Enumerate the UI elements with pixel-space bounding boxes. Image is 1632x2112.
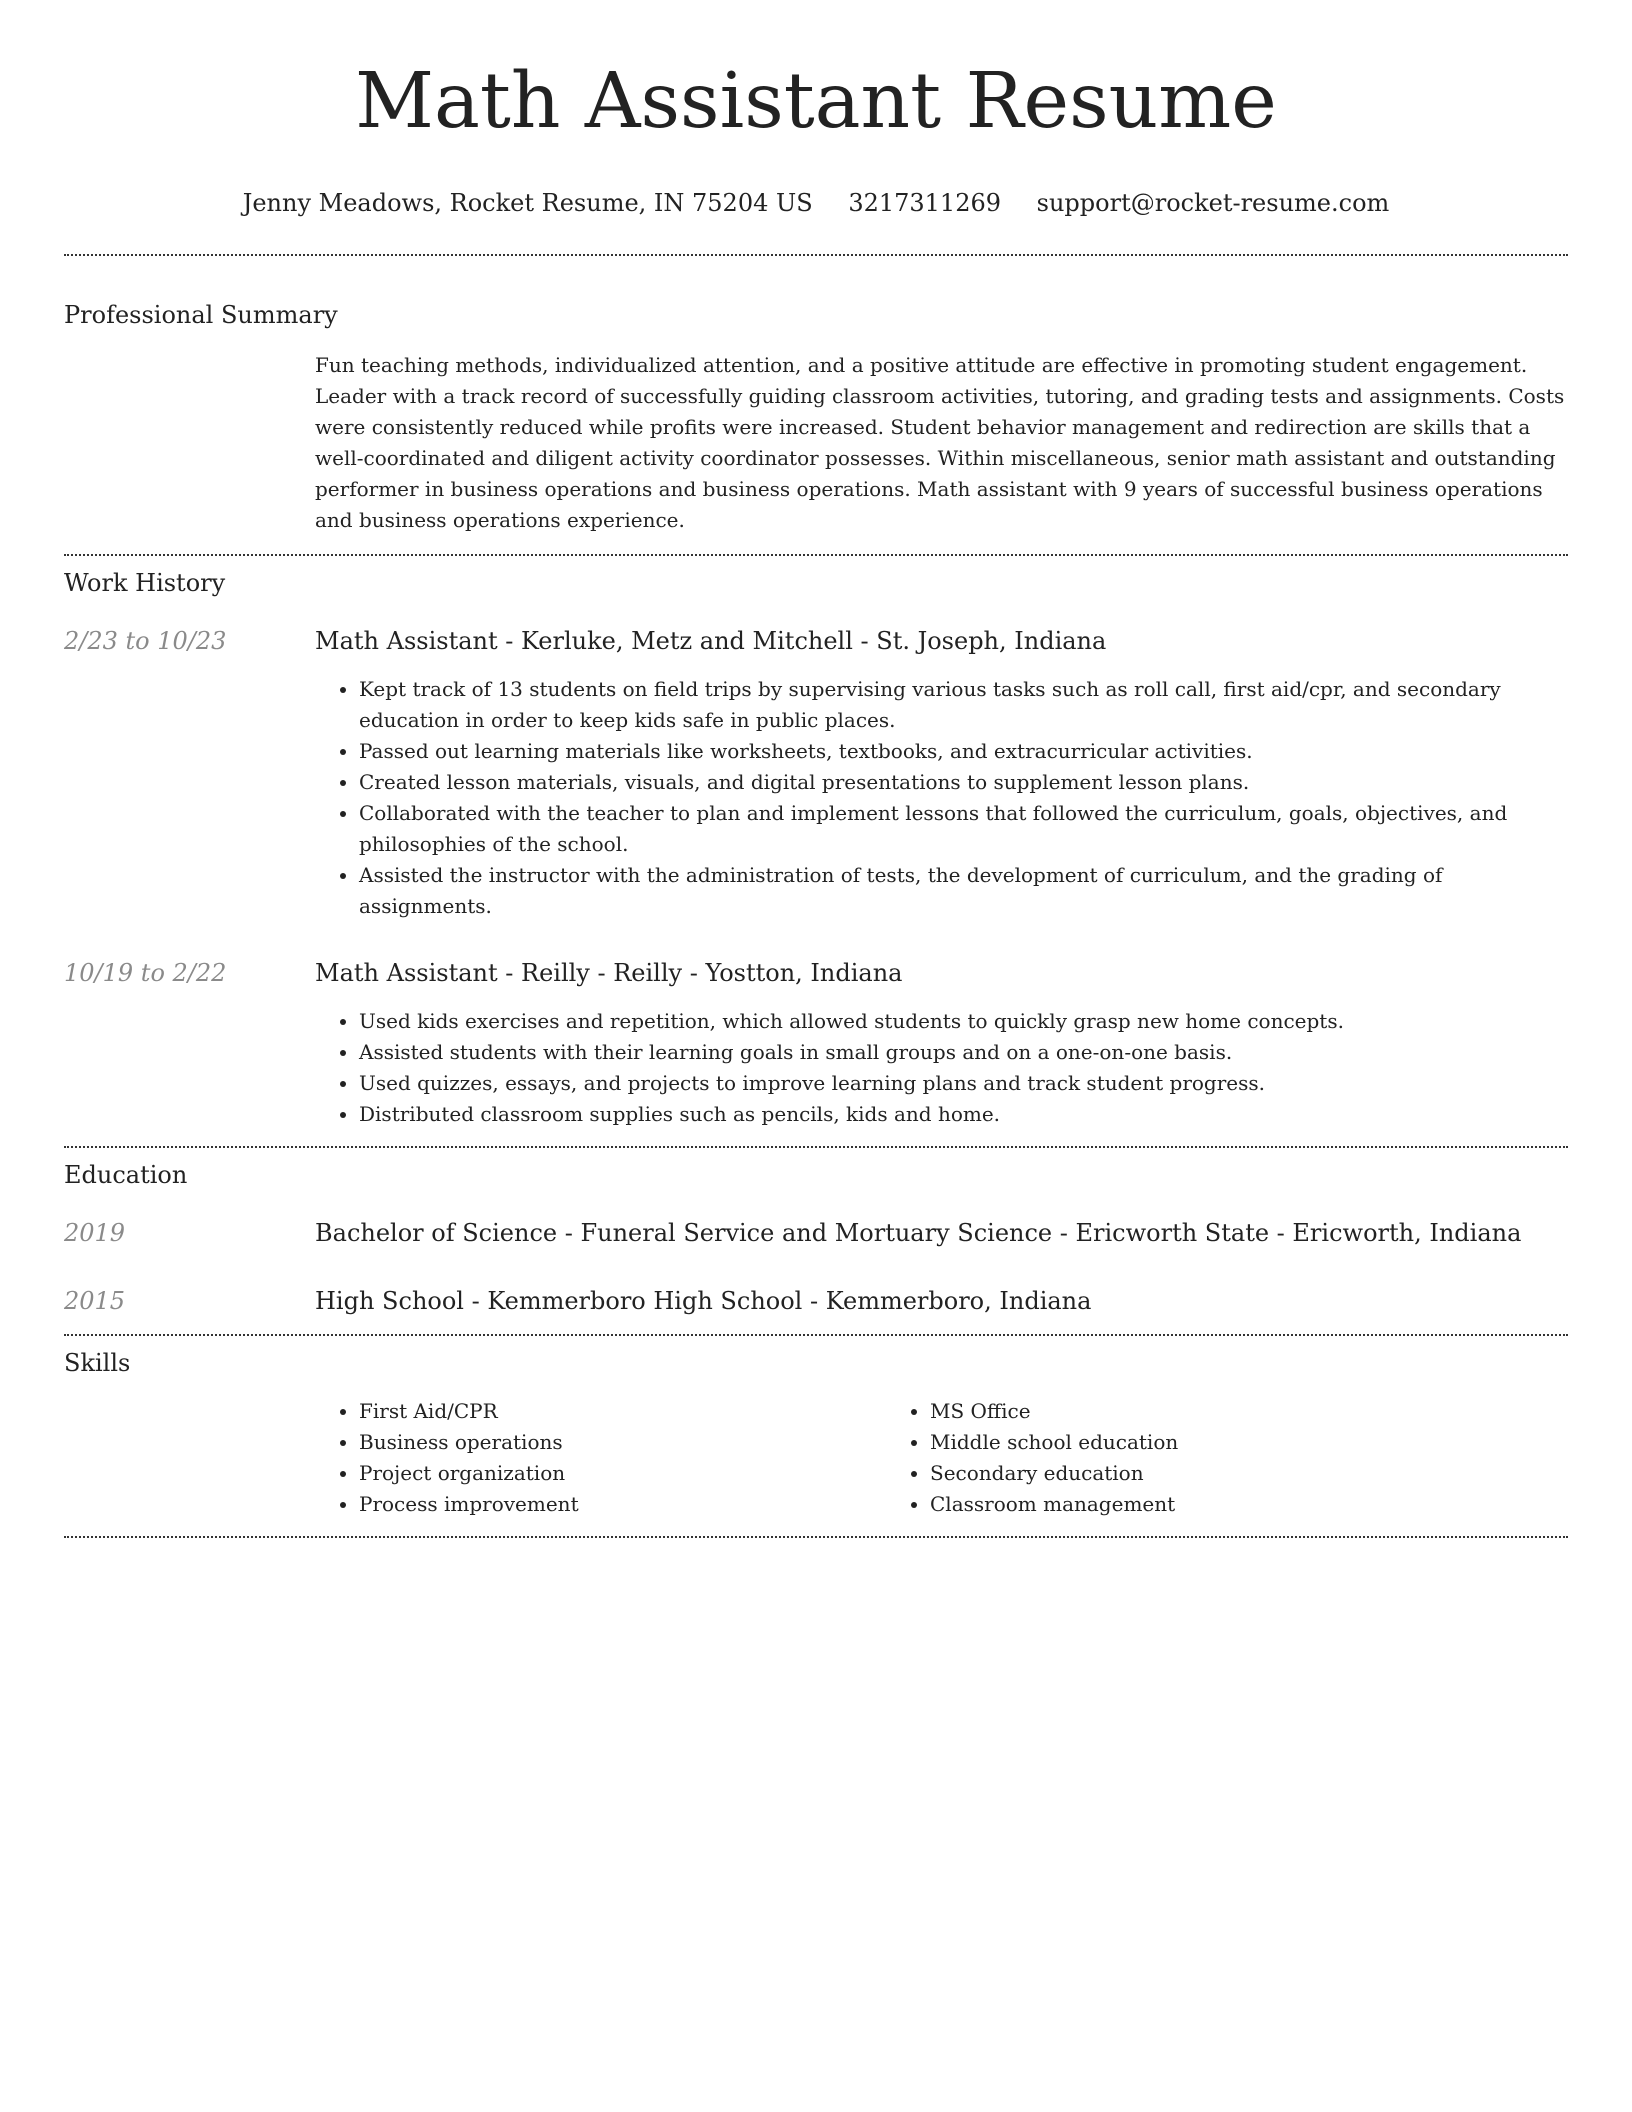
- skill-item: • First Aid/CPR: [359, 1396, 886, 1427]
- summary-text: Fun teaching methods, individualized attention, and a positive attitude are effective in promoting student engagement. Leader with a track record of successfully guiding classroom activities, tutoring, and grading tests and assignments. Costs were consistently reduced while profits were increased. Student behavior management and redirection are skills that a well-coordinated and diligent activity coordinator possesses. Within miscellaneous, senior math assistant and outstanding performer in business operations and business operations. Math assistant with 9 years of successful business operations and business operations experience.: [315, 353, 1565, 532]
- skill-item: • Secondary education: [930, 1458, 1457, 1489]
- job-entry: [64, 958, 1568, 1130]
- job-bullet: • Used quizzes, essays, and projects to improve learning plans and track student progress.: [359, 1068, 1568, 1099]
- job-bullets: [315, 674, 1568, 922]
- header-divider: [64, 254, 1568, 256]
- education-entry: [64, 1286, 1568, 1316]
- skills-section-title: Skills: [64, 1349, 131, 1377]
- job-heading: Math Assistant - Reilly - Reilly - Yostton, Indiana: [315, 959, 903, 987]
- job-bullet: • Passed out learning materials like worksheets, textbooks, and extracurricular activities.: [359, 736, 1568, 767]
- skills-column-2: [886, 1396, 1457, 1520]
- job-dates: 10/19 to 2/22: [64, 959, 227, 987]
- skill-item: • Process improvement: [359, 1489, 886, 1520]
- job-heading: Math Assistant - Kerluke, Metz and Mitchell - St. Joseph, Indiana: [315, 627, 1107, 655]
- education-year: 2019: [64, 1219, 126, 1247]
- job-bullet: • Used kids exercises and repetition, which allowed students to quickly grasp new home concepts.: [359, 1006, 1568, 1037]
- job-entry: [64, 626, 1568, 922]
- job-bullet: • Collaborated with the teacher to plan and implement lessons that followed the curriculum, goals, objectives, and philosophies of the school.: [359, 798, 1568, 860]
- summary-divider: [64, 554, 1568, 556]
- job-bullet: • Created lesson materials, visuals, and digital presentations to supplement lesson plans.: [359, 767, 1568, 798]
- job-bullet: • Distributed classroom supplies such as pencils, kids and home.: [359, 1099, 1568, 1130]
- skill-item: • MS Office: [930, 1396, 1457, 1427]
- skill-item: • Classroom management: [930, 1489, 1457, 1520]
- summary-section-title: Professional Summary: [64, 301, 338, 329]
- job-dates: 2/23 to 10/23: [64, 627, 227, 655]
- contact-address: Jenny Meadows, Rocket Resume, IN 75204 US: [242, 189, 813, 217]
- skills-list: [315, 1396, 1568, 1520]
- work-section-title: Work History: [64, 569, 226, 597]
- education-heading: High School - Kemmerboro High School - Kemmerboro, Indiana: [315, 1287, 1092, 1315]
- education-year: 2015: [64, 1287, 126, 1315]
- skills-column-1: [315, 1396, 886, 1520]
- job-bullet: • Kept track of 13 students on field trips by supervising various tasks such as roll call, first aid/cpr, and secondary education in order to keep kids safe in public places.: [359, 674, 1568, 736]
- job-bullet: • Assisted the instructor with the administration of tests, the development of curriculum, and the grading of assignments.: [359, 860, 1568, 922]
- education-section-title: Education: [64, 1161, 188, 1189]
- education-divider: [64, 1334, 1568, 1336]
- contact-phone: 3217311269: [848, 189, 1002, 217]
- contact-email: support@rocket-resume.com: [1036, 189, 1390, 217]
- skill-item: • Project organization: [359, 1458, 886, 1489]
- work-divider: [64, 1146, 1568, 1148]
- job-bullets: [315, 1006, 1568, 1130]
- skill-item: • Middle school education: [930, 1427, 1457, 1458]
- skills-divider: [64, 1536, 1568, 1538]
- education-entry: [64, 1218, 1568, 1248]
- job-bullet: • Assisted students with their learning goals in small groups and on a one-on-one basis.: [359, 1037, 1568, 1068]
- education-heading: Bachelor of Science - Funeral Service and Mortuary Science - Ericworth State - Ericworth, Indiana: [315, 1219, 1522, 1247]
- skill-item: • Business operations: [359, 1427, 886, 1458]
- contact-line: [64, 188, 1568, 218]
- resume-title: Math Assistant Resume: [355, 57, 1277, 146]
